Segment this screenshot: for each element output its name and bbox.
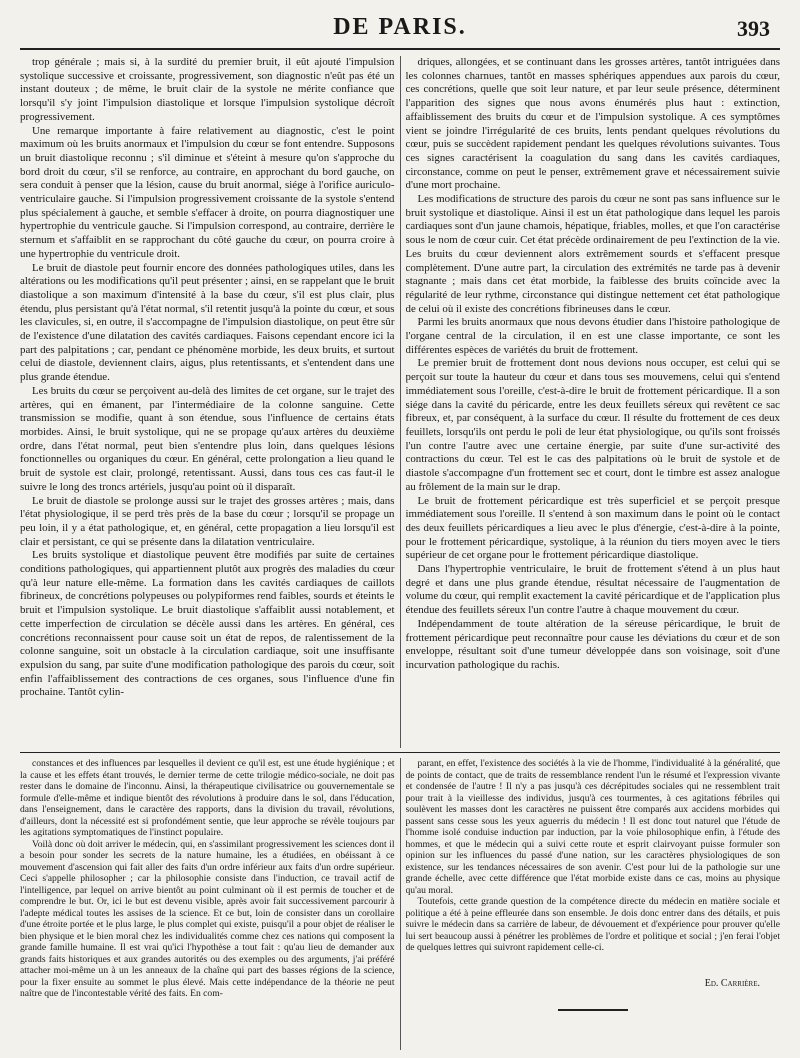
column-divider <box>400 758 401 1050</box>
header-rule <box>20 48 780 50</box>
paragraph: Indépendamment de toute altération de la séreuse péricardique, le bruit de frottement péricardique peut reconnaître pour cause les déviations du cœur et de son enveloppe, résultant soit d'une tumeur développée dans son voisinage, soit d'une incurvation pathologique du rachis. <box>405 617 780 671</box>
feuilleton-rule <box>20 752 780 753</box>
paragraph: Le premier bruit de frottement dont nous devions nous occuper, est celui qui se perçoit sur toute la hauteur du cœur et dans tous ses mouvemens, celui qui s'entend immédiatement sous l'oreille, c'est-à-dire le bruit de frottement péricardique. Il a son siége dans la cavité du péricarde, entre les deux feuillets séreux qui revêtent ce sac fibreux, et, par conséquent, à la surface du cœur. Il résulte du frottement de ces deux feuillets, lorsqu'ils ont perdu le poli de leur état physiologique, ou qu'ils sont froissés l'un contre l'autre avec une certaine énergie, par suite d'une sur-activité des contractions du cœur. Tel est le cas des palpitations où le bruit de systole et de diastole s'accompagne d'un frottement sec et court, dont le timbre est assez analogue au frôlement de la main sur le drap. <box>405 357 780 493</box>
paragraph: Toutefois, cette grande question de la compétence directe du médecin en matière sociale et politique a été à peine effleurée dans son ensemble. Je dois donc entrer dans des détails, et puis suivre le médecin dans sa carrière de labeur, de dévouement et d'expérience pour prouver qu'elle lui sert beaucoup aussi à pénétrer les problèmes de l'ordre et politique et social ; j'en ferai l'objet de quelques lettres qui suivront rapidement celle-ci. <box>405 896 780 953</box>
paragraph: Les bruits du cœur se perçoivent au-delà des limites de cet organe, sur le trajet des artères, qui en émanent, par l'intermédiaire de la colonne sanguine. Cette transmission se modifie, quant à son étendue, sous l'influence de certains états morbides. Ainsi, le bruit systolique, qui ne se propage qu'aux artères du deuxième ordre, dans l'état normal, peut bien s'entendre plus loin, dans quelques lésions fonctionnelles ou organiques du cœur. En général, cette prolongation a lieu quand le bruit de systole est clair, prolongé, retentissant. Aussi, dans tous ces cas faut-il le suivre le long des troncs artériels, jusqu'au point où il disparaît. <box>20 384 395 493</box>
paragraph: Les bruits systolique et diastolique peuvent être modifiés par suite de certaines conditions pathologiques, qui appartiennent plutôt aux progrès des maladies du cœur qu'à leur nature elle-même. La formation dans les cavités cardiaques de caillots fibrineux, de concrétions polypeuses ou polypiformes rend faibles, sourds et éteints le bruit et l'impulsion systolique. Le bruit diastolique s'affaiblit aussi notablement, et cette imperfection de circulation se décèle aussi dans les artères. En général, ces concrétions reconnaissent pour cause soit un état de repos, de ralentissement de la colonne sanguine, soit un obstacle à la circulation cardiaque, soit une insuffisante expulsion du sang, par suite d'une modification pathologique des parois du cœur, soit enfin l'affaiblissement des contractions de ces organes, sous l'influence d'une fin prochaine. Tantôt cylin- <box>20 549 395 699</box>
feuilleton-left-column <box>20 758 395 1050</box>
main-article <box>20 56 780 748</box>
paragraph: driques, allongées, et se continuant dans les grosses artères, tantôt intriguées dans les colonnes charnues, tantôt en masses sphériques appendues aux parois du cœur, ces concrétions, quelle que soit leur nature, et par leur seule présence, déterminent l'apparition des signes que nous avons énumérés plus haut : extinction, affaiblissement des bruits du cœur et de l'impulsion systolique. A ces symptômes vient se joindre l'irrégularité de ces bruits, lents pendant quelques révolutions du cœur, puis se succèdent rapidement pendant les quelques révolutions suivantes. Tous ces signes caractérisent la coagulation du sang dans les cavités cardiaques, circonstance, comme on peut le penser, extrêmement grave et nécessairement suivie d'une mort prochaine. <box>405 56 780 192</box>
paragraph: trop générale ; mais si, à la surdité du premier bruit, il eût ajouté l'impulsion systolique successive et croissante, progressivement, son diagnostic n'eût pas été un instant douteux ; de même, le bruit clair de la systole ne mérite confiance que lorsqu'il s'y joint l'impulsion diastolique et lorsque l'impulsion systolique décroît progressivement. <box>20 56 395 123</box>
column-divider <box>400 56 401 748</box>
closing-rule <box>558 1009 628 1011</box>
paragraph: Le bruit de diastole se prolonge aussi sur le trajet des grosses artères ; mais, dans l'état physiologique, il se perd très près de la base du cœur ; lorsqu'il se propage un peu loin, il y a état pathologique, et, en général, cette propagation a lieu lorsqu'il est clair et persistant, ce qui se présente dans la dilatation ventriculaire. <box>20 494 395 548</box>
paragraph: Parmi les bruits anormaux que nous devons étudier dans l'histoire pathologique de l'organe central de la circulation, il en est une classe importante, ce sont les différentes espèces de variétés du bruit de frottement. <box>405 316 780 356</box>
paragraph: Voilà donc où doit arriver le médecin, qui, en s'assimilant progressivement les sciences dont il a besoin pour sonder les secrets de la nature humaine, les a étudiées, en obéissant à ce mouvement d'ascension qui fait aller des faits d'un ordre inférieur aux faits d'un ordre supérieur. Ceci s'appelle philosopher ; car la philosophie consiste dans l'induction, ce travail actif de l'intelligence, par lequel on arrive bientôt au point culminant où il est permis de toucher et de comprendre le but. Or, ici le but est devenu visible, après avoir fait successivement parcourir à l'adepte médical toutes les assises de la science. Et ce but, loin de consister dans un corollaire d'une étroite portée et le plus large, le plus complet qui existe, puisqu'il a pour objet de réaliser le bien physique et le bien moral chez les individualités comme chez ces nations qui composent la grande famille humaine. Il est vrai qu'ici l'hypothèse a tout fait : qu'au lieu de demander aux grands faits historiques et aux grandes autorités ou des exemples ou des arguments, j'ai préféré attacher moi-même un à un les anneaux de la chaîne qui part des basses régions de la science, pour la fixer ensuite au sommet le plus élevé. Mais cette indépendance de la théorie ne peut naître que de l'incontestable vérité des faits. En com- <box>20 838 395 999</box>
feuilleton-right-column <box>406 758 781 1050</box>
right-column <box>406 56 781 748</box>
left-column <box>20 56 395 748</box>
author-signature: Ed. Carrière. <box>704 977 760 989</box>
running-title: DE PARIS. <box>333 14 467 40</box>
feuilleton <box>20 758 780 1050</box>
paragraph: Dans l'hypertrophie ventriculaire, le bruit de frottement s'étend à un plus haut degré et dans une plus grande étendue, résultat nécessaire de l'augmentation de volume du cœur, qui remplit exactement la cavité péricardique et de l'application plus étendue des feuillets séreux l'un contre l'autre à chaque mouvement du cœur. <box>405 563 780 617</box>
paragraph: parant, en effet, l'existence des sociétés à la vie de l'homme, l'individualité à la généralité, que de points de contact, que de traits de ressemblance rendent l'un le résumé et l'expression vivante et condensée de l'autre ! Il n'y a pas jusqu'à ces décrépitudes sociales qui ne ressemblent trait pour trait à la vieillesse des individus, jusqu'à ces tourmentes, à ces agitations fébriles qui soulèvent les masses dont les caractères ne puissent être comparés aux accidens morbides qui passent sans cesse sous les yeux aguerris du médecin ! Il est donc tout naturel que l'étude de l'homme isolé conduise induction par induction, par la voie philosophique enfin, à l'étude des hommes, et que le médecin qui a suivi cette route et esprit clairvoyant puisse formuler son opinion sur les influences du passé d'une nation, sur les caractères physiologiques de son existence, sur les tendances nécessaires de son avenir. C'est pour lui de la pathologie sur une grande échelle, avec cette différence que l'état morbide existe dans ce cas, moins au physique qu'au moral. <box>405 758 780 896</box>
paragraph: Les modifications de structure des parois du cœur ne sont pas sans influence sur le bruit systolique et diastolique. Ainsi il est un état pathologique dans lequel les parois cardiaques sont d'un jaune chamois, hépatique, friables, molles, et que l'on caractérise sous le nom de cœur cuir. Cet état précède ordinairement de peu l'extinction de la vie. Les bruits du cœur deviennent alors extrêmement sourds et s'effacent presque complètement. D'une autre part, la circulation des extrémités ne tarde pas à devenir stagnante ; mais dans cet état morbide, la faiblesse des bruits coïncide avec la régularité de leur rythme, circonstance qui distingue nettement cet état pathologique de celui où il existe des concrétions fibrineuses dans le cœur. <box>405 193 780 315</box>
paragraph: Une remarque importante à faire relativement au diagnostic, c'est le point maximum où les bruits anormaux et l'impulsion du cœur se font entendre. Supposons un bruit diastolique reconnu ; s'il diminue et s'éteint à mesure qu'on s'approche du bord droit du cœur, s'il se renforce, au contraire, en approchant du bord gauche, on sera conduit à penser que la lésion, cause du bruit anormal, siége à l'orifice auriculo-ventriculaire gauche. Si l'impulsion progressivement croissante de la systole s'entend plus spécialement à gauche, et semble s'effacer à droite, on pourra diagnostiquer une hypertrophie du ventricule gauche. Si l'impulsion correspond, au contraire, derrière le sternum et s'affaiblit en se rapprochant du côté gauche du cœur, on pourra croire à une hypertrophie du ventricule droit. <box>20 124 395 260</box>
paragraph: Le bruit de diastole peut fournir encore des données pathologiques utiles, dans les altérations ou les modifications qu'il peut présenter ; ainsi, en se rappelant que le bruit diastolique a son maximum d'intensité à la base du cœur, s'il est plus clair, plus étendu, plus persistant qu'à l'état normal, s'il retentit jusqu'à la pointe du cœur, et sous les clavicules, si, en outre, il s'accompagne de l'impulsion diastolique, on peut être sûr de l'existence d'une dilatation des cavités cardiaques. Faisons cependant encore ici la part des palpitations ; car, pendant ce phénomène morbide, les deux bruits, et surtout celui de diastole, deviennent clairs, aigus, plus retentissants, et s'entendent dans une plus grande étendue. <box>20 261 395 384</box>
paragraph: constances et des influences par lesquelles il devient ce qu'il est, est une étude hygiénique ; et la cause et les effets étant trouvés, le dernier terme de cette trilogie médico-sociale, ne doit pas rester dans le domaine de l'inconnu. Ainsi, la thérapeutique civilisatrice ou gouvernementale se formule d'elle-même et indique bientôt des révolutions à produire dans le sol, dans l'éducation, dans l'enseignement, dans le caractère des rapports, dans la division du travail, révolutions, d'ailleurs, dont la nécessité est si profondément sentie, que leur approche se révèle toujours par les agitations symptomatiques de l'instinct populaire. <box>20 758 395 838</box>
paragraph: Le bruit de frottement péricardique est très superficiel et se perçoit presque immédiatement sous l'oreille. Il s'entend à son maximum dans le point où le contact des deux feuillets péricardiques a lieu avec le plus d'énergie, c'est-à-dire à la pointe, pour le frottement péricardique, systolique, à la réunion du tiers moyen avec le tiers supérieur de cet organe pour le frottement péricardique diastolique. <box>405 494 780 562</box>
page-number: 393 <box>737 16 770 41</box>
